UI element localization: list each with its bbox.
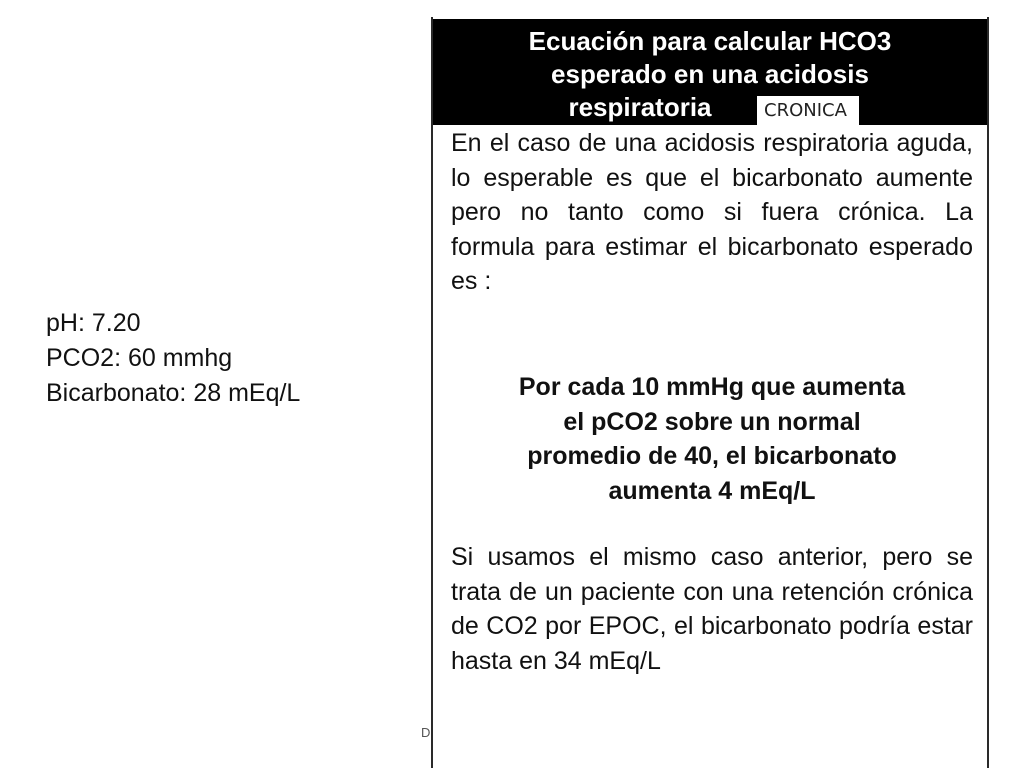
formula-line-4: aumenta 4 mEq/L bbox=[608, 476, 816, 505]
title-line-2: esperado en una acidosis bbox=[551, 59, 869, 89]
title-line-3: respiratoria bbox=[568, 92, 712, 122]
info-box-header bbox=[433, 19, 987, 125]
formula-line-2: el pCO2 sobre un normal bbox=[563, 407, 861, 436]
formula-rule bbox=[451, 370, 973, 508]
formula-line-3: promedio de 40, el bicarbonato bbox=[527, 442, 897, 470]
cronica-label: CRONICA bbox=[757, 96, 859, 125]
pco2-value: PCO2: 60 mmhg bbox=[46, 344, 233, 372]
formula-line-1: Por cada 10 mmHg que aumenta bbox=[518, 373, 906, 401]
intro-paragraph: En el caso de una acidosis respiratoria aguda, lo esperable es que el bicarbonato aumente pero no tanto como si fuera crónica. La formula para estimar el bicarbonato esperado es : bbox=[451, 129, 973, 295]
info-box-title bbox=[433, 25, 987, 124]
patient-values bbox=[46, 306, 406, 411]
ph-value: pH: 7.20 bbox=[46, 309, 141, 337]
title-line-1: Ecuación para calcular HCO3 bbox=[528, 26, 892, 56]
bicarbonate-value: Bicarbonato: 28 mEq/L bbox=[46, 379, 301, 407]
footer-text-fragment: D bbox=[421, 725, 431, 740]
example-paragraph: Si usamos el mismo caso anterior, pero se trata de un paciente con una retención crónica de CO2 por EPOC, el bicarbonato podría estar hasta en 34 mEq/L bbox=[451, 543, 973, 675]
